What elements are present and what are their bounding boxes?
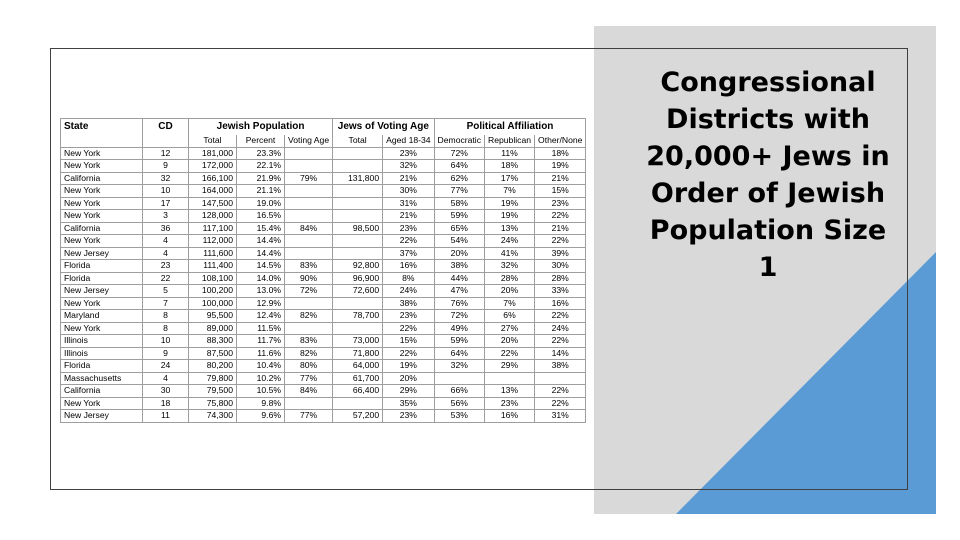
table-row — [61, 360, 586, 373]
cell-republican: 24% — [485, 235, 535, 248]
cell-other-none: 30% — [535, 260, 586, 273]
table-row — [61, 322, 586, 335]
cell-democratic: 64% — [434, 160, 484, 173]
sub-democratic: Democratic — [434, 135, 484, 147]
cell-voting-age — [285, 197, 333, 210]
cell-percent: 14.0% — [237, 272, 285, 285]
cell-voting-total: 131,800 — [333, 172, 383, 185]
cell-aged-18-34: 23% — [383, 222, 434, 235]
cell-state: California — [61, 172, 143, 185]
table-row — [61, 410, 586, 423]
cell-state: Illinois — [61, 347, 143, 360]
cell-other-none: 22% — [535, 397, 586, 410]
cell-voting-age — [285, 235, 333, 248]
cell-voting-total: 96,900 — [333, 272, 383, 285]
cell-voting-age — [285, 247, 333, 260]
cell-other-none: 22% — [535, 385, 586, 398]
cell-state: New York — [61, 297, 143, 310]
cell-other-none: 39% — [535, 247, 586, 260]
cell-voting-age — [285, 322, 333, 335]
cell-aged-18-34: 22% — [383, 235, 434, 248]
cell-cd: 32 — [143, 172, 189, 185]
cell-republican: 20% — [485, 335, 535, 348]
cell-aged-18-34: 23% — [383, 310, 434, 323]
cell-percent: 16.5% — [237, 210, 285, 223]
cell-percent: 12.9% — [237, 297, 285, 310]
cell-percent: 14.4% — [237, 235, 285, 248]
cell-republican: 32% — [485, 260, 535, 273]
cell-total: 181,000 — [189, 147, 237, 160]
cell-democratic: 59% — [434, 335, 484, 348]
table-row — [61, 372, 586, 385]
cell-republican: 7% — [485, 185, 535, 198]
cell-state: New York — [61, 397, 143, 410]
table-row — [61, 285, 586, 298]
cell-other-none: 14% — [535, 347, 586, 360]
cell-other-none: 21% — [535, 222, 586, 235]
cell-total: 79,800 — [189, 372, 237, 385]
cell-voting-age: 83% — [285, 335, 333, 348]
table-row — [61, 172, 586, 185]
cell-aged-18-34: 16% — [383, 260, 434, 273]
cell-aged-18-34: 22% — [383, 322, 434, 335]
cell-percent: 14.4% — [237, 247, 285, 260]
cell-other-none: 22% — [535, 235, 586, 248]
cell-other-none: 38% — [535, 360, 586, 373]
cell-cd: 7 — [143, 297, 189, 310]
cell-voting-total — [333, 322, 383, 335]
cell-cd: 17 — [143, 197, 189, 210]
table-row — [61, 310, 586, 323]
cell-democratic: 38% — [434, 260, 484, 273]
cell-voting-age: 80% — [285, 360, 333, 373]
cell-aged-18-34: 15% — [383, 335, 434, 348]
cell-aged-18-34: 29% — [383, 385, 434, 398]
cell-voting-age: 90% — [285, 272, 333, 285]
cell-democratic: 49% — [434, 322, 484, 335]
cell-voting-total: 98,500 — [333, 222, 383, 235]
cell-other-none: 23% — [535, 197, 586, 210]
table-row — [61, 335, 586, 348]
table-row — [61, 197, 586, 210]
cell-voting-total — [333, 297, 383, 310]
title-line: 20,000+ Jews in — [646, 141, 890, 172]
cell-cd: 22 — [143, 272, 189, 285]
cell-aged-18-34: 35% — [383, 397, 434, 410]
cell-voting-total — [333, 160, 383, 173]
cell-total: 108,100 — [189, 272, 237, 285]
cell-total: 89,000 — [189, 322, 237, 335]
cell-voting-age: 77% — [285, 372, 333, 385]
cell-total: 79,500 — [189, 385, 237, 398]
cell-state: California — [61, 222, 143, 235]
cell-percent: 9.8% — [237, 397, 285, 410]
cell-cd: 23 — [143, 260, 189, 273]
cell-republican: 29% — [485, 360, 535, 373]
cell-percent: 22.1% — [237, 160, 285, 173]
cell-democratic: 72% — [434, 147, 484, 160]
cell-state: New York — [61, 235, 143, 248]
cell-state: New York — [61, 210, 143, 223]
cell-aged-18-34: 23% — [383, 410, 434, 423]
table-header-row — [61, 119, 586, 136]
cell-other-none: 19% — [535, 160, 586, 173]
cell-other-none: 21% — [535, 172, 586, 185]
table-row — [61, 397, 586, 410]
cell-republican: 13% — [485, 385, 535, 398]
cell-percent: 11.6% — [237, 347, 285, 360]
cell-democratic: 44% — [434, 272, 484, 285]
table-row — [61, 347, 586, 360]
cell-voting-age: 83% — [285, 260, 333, 273]
cell-state: New Jersey — [61, 285, 143, 298]
cell-republican — [485, 372, 535, 385]
cell-democratic: 66% — [434, 385, 484, 398]
cell-democratic: 72% — [434, 310, 484, 323]
cell-other-none: 22% — [535, 210, 586, 223]
header-cd: CD — [143, 119, 189, 136]
table-row — [61, 160, 586, 173]
cell-republican: 19% — [485, 210, 535, 223]
cell-total: 166,100 — [189, 172, 237, 185]
cell-voting-total — [333, 185, 383, 198]
cell-state: Massachusetts — [61, 372, 143, 385]
cell-republican: 19% — [485, 197, 535, 210]
title-line: Congressional — [660, 67, 876, 98]
sub-other-none: Other/None — [535, 135, 586, 147]
cell-cd: 4 — [143, 372, 189, 385]
table-row — [61, 210, 586, 223]
cell-total: 117,100 — [189, 222, 237, 235]
table-subheader-row — [61, 135, 586, 147]
cell-state: New York — [61, 322, 143, 335]
cell-aged-18-34: 22% — [383, 347, 434, 360]
cell-republican: 27% — [485, 322, 535, 335]
cell-other-none: 16% — [535, 297, 586, 310]
cell-democratic: 54% — [434, 235, 484, 248]
cell-other-none: 33% — [535, 285, 586, 298]
cell-percent: 11.7% — [237, 335, 285, 348]
cell-state: New York — [61, 147, 143, 160]
table-row — [61, 235, 586, 248]
cell-republican: 16% — [485, 410, 535, 423]
cell-total: 80,200 — [189, 360, 237, 373]
cell-democratic: 59% — [434, 210, 484, 223]
header-jews-voting-age: Jews of Voting Age — [333, 119, 434, 136]
cell-republican: 20% — [485, 285, 535, 298]
cell-democratic: 77% — [434, 185, 484, 198]
cell-other-none — [535, 372, 586, 385]
cell-total: 100,200 — [189, 285, 237, 298]
cell-total: 172,000 — [189, 160, 237, 173]
cell-voting-age: 84% — [285, 385, 333, 398]
cell-state: Maryland — [61, 310, 143, 323]
table-row — [61, 222, 586, 235]
cell-other-none: 28% — [535, 272, 586, 285]
cell-state: Florida — [61, 260, 143, 273]
cell-democratic: 64% — [434, 347, 484, 360]
cell-total: 74,300 — [189, 410, 237, 423]
cell-voting-age — [285, 297, 333, 310]
cell-state: Florida — [61, 272, 143, 285]
sub-total: Total — [189, 135, 237, 147]
table-row — [61, 247, 586, 260]
cell-voting-total — [333, 247, 383, 260]
cell-democratic: 65% — [434, 222, 484, 235]
cell-total: 111,400 — [189, 260, 237, 273]
cell-state: California — [61, 385, 143, 398]
jewish-population-table — [60, 118, 586, 423]
cell-percent: 10.4% — [237, 360, 285, 373]
cell-republican: 41% — [485, 247, 535, 260]
cell-democratic: 20% — [434, 247, 484, 260]
sub-percent: Percent — [237, 135, 285, 147]
cell-republican: 23% — [485, 397, 535, 410]
cell-voting-total: 78,700 — [333, 310, 383, 323]
cell-voting-age — [285, 397, 333, 410]
cell-state: New York — [61, 160, 143, 173]
cell-republican: 13% — [485, 222, 535, 235]
table-row — [61, 147, 586, 160]
cell-democratic: 32% — [434, 360, 484, 373]
cell-cd: 5 — [143, 285, 189, 298]
cell-voting-age: 72% — [285, 285, 333, 298]
cell-democratic: 56% — [434, 397, 484, 410]
cell-other-none: 22% — [535, 335, 586, 348]
cell-cd: 18 — [143, 397, 189, 410]
sub-republican: Republican — [485, 135, 535, 147]
cell-cd: 9 — [143, 160, 189, 173]
cell-state: New Jersey — [61, 247, 143, 260]
table-row — [61, 260, 586, 273]
cell-percent: 9.6% — [237, 410, 285, 423]
cell-cd: 24 — [143, 360, 189, 373]
cell-republican: 17% — [485, 172, 535, 185]
cell-total: 100,000 — [189, 297, 237, 310]
cell-republican: 7% — [485, 297, 535, 310]
cell-total: 164,000 — [189, 185, 237, 198]
cell-percent: 12.4% — [237, 310, 285, 323]
cell-voting-age — [285, 160, 333, 173]
cell-aged-18-34: 21% — [383, 172, 434, 185]
cell-state: New York — [61, 197, 143, 210]
cell-total: 128,000 — [189, 210, 237, 223]
cell-republican: 18% — [485, 160, 535, 173]
cell-voting-total: 66,400 — [333, 385, 383, 398]
cell-cd: 8 — [143, 310, 189, 323]
cell-aged-18-34: 32% — [383, 160, 434, 173]
cell-cd: 4 — [143, 247, 189, 260]
cell-aged-18-34: 21% — [383, 210, 434, 223]
cell-voting-total — [333, 197, 383, 210]
cell-total: 87,500 — [189, 347, 237, 360]
cell-cd: 4 — [143, 235, 189, 248]
cell-voting-total — [333, 235, 383, 248]
header-state: State — [61, 119, 143, 136]
cell-voting-total: 92,800 — [333, 260, 383, 273]
cell-democratic: 53% — [434, 410, 484, 423]
table-row — [61, 272, 586, 285]
cell-democratic: 47% — [434, 285, 484, 298]
cell-total: 88,300 — [189, 335, 237, 348]
sub-blank-state — [61, 135, 143, 147]
cell-aged-18-34: 24% — [383, 285, 434, 298]
header-jewish-population: Jewish Population — [189, 119, 333, 136]
cell-voting-age: 82% — [285, 347, 333, 360]
cell-voting-total: 61,700 — [333, 372, 383, 385]
cell-percent: 10.2% — [237, 372, 285, 385]
cell-democratic: 62% — [434, 172, 484, 185]
cell-cd: 12 — [143, 147, 189, 160]
cell-other-none: 18% — [535, 147, 586, 160]
sub-voting-total: Total — [333, 135, 383, 147]
cell-democratic — [434, 372, 484, 385]
cell-democratic: 76% — [434, 297, 484, 310]
cell-voting-age: 84% — [285, 222, 333, 235]
cell-cd: 3 — [143, 210, 189, 223]
title-line: Order of Jewish — [650, 178, 886, 209]
cell-cd: 11 — [143, 410, 189, 423]
cell-aged-18-34: 30% — [383, 185, 434, 198]
cell-voting-age — [285, 147, 333, 160]
cell-cd: 9 — [143, 347, 189, 360]
cell-cd: 30 — [143, 385, 189, 398]
cell-republican: 28% — [485, 272, 535, 285]
cell-voting-total: 72,600 — [333, 285, 383, 298]
cell-percent: 14.5% — [237, 260, 285, 273]
cell-cd: 8 — [143, 322, 189, 335]
cell-total: 147,500 — [189, 197, 237, 210]
table-row — [61, 297, 586, 310]
cell-total: 112,000 — [189, 235, 237, 248]
cell-cd: 10 — [143, 335, 189, 348]
cell-voting-total — [333, 397, 383, 410]
cell-aged-18-34: 38% — [383, 297, 434, 310]
title-line: Population Size — [649, 215, 887, 246]
cell-voting-age: 77% — [285, 410, 333, 423]
cell-state: Florida — [61, 360, 143, 373]
data-table-container — [60, 118, 586, 423]
cell-aged-18-34: 20% — [383, 372, 434, 385]
cell-voting-age — [285, 210, 333, 223]
cell-cd: 10 — [143, 185, 189, 198]
cell-other-none: 31% — [535, 410, 586, 423]
cell-democratic: 58% — [434, 197, 484, 210]
cell-total: 75,800 — [189, 397, 237, 410]
cell-aged-18-34: 31% — [383, 197, 434, 210]
cell-voting-total — [333, 210, 383, 223]
title-line: 1 — [758, 252, 778, 283]
cell-aged-18-34: 8% — [383, 272, 434, 285]
cell-other-none: 22% — [535, 310, 586, 323]
cell-total: 95,500 — [189, 310, 237, 323]
cell-percent: 23.3% — [237, 147, 285, 160]
cell-total: 111,600 — [189, 247, 237, 260]
header-political-affiliation: Political Affiliation — [434, 119, 586, 136]
cell-other-none: 15% — [535, 185, 586, 198]
cell-voting-age: 82% — [285, 310, 333, 323]
sub-blank-cd — [143, 135, 189, 147]
cell-aged-18-34: 23% — [383, 147, 434, 160]
cell-voting-total — [333, 147, 383, 160]
cell-voting-total: 64,000 — [333, 360, 383, 373]
title-line: Districts with — [666, 104, 870, 135]
cell-voting-age — [285, 185, 333, 198]
cell-republican: 11% — [485, 147, 535, 160]
cell-state: Illinois — [61, 335, 143, 348]
cell-aged-18-34: 37% — [383, 247, 434, 260]
cell-voting-total: 73,000 — [333, 335, 383, 348]
cell-percent: 15.4% — [237, 222, 285, 235]
cell-republican: 22% — [485, 347, 535, 360]
cell-state: New York — [61, 185, 143, 198]
cell-voting-total: 71,800 — [333, 347, 383, 360]
sub-voting-age: Voting Age — [285, 135, 333, 147]
slide-title — [636, 64, 900, 286]
cell-percent: 10.5% — [237, 385, 285, 398]
cell-cd: 36 — [143, 222, 189, 235]
cell-percent: 13.0% — [237, 285, 285, 298]
cell-percent: 19.0% — [237, 197, 285, 210]
cell-voting-age: 79% — [285, 172, 333, 185]
table-row — [61, 185, 586, 198]
cell-voting-total: 57,200 — [333, 410, 383, 423]
cell-other-none: 24% — [535, 322, 586, 335]
cell-percent: 21.1% — [237, 185, 285, 198]
sub-aged-18-34: Aged 18-34 — [383, 135, 434, 147]
cell-percent: 11.5% — [237, 322, 285, 335]
cell-aged-18-34: 19% — [383, 360, 434, 373]
table-row — [61, 385, 586, 398]
cell-state: New Jersey — [61, 410, 143, 423]
cell-republican: 6% — [485, 310, 535, 323]
cell-percent: 21.9% — [237, 172, 285, 185]
